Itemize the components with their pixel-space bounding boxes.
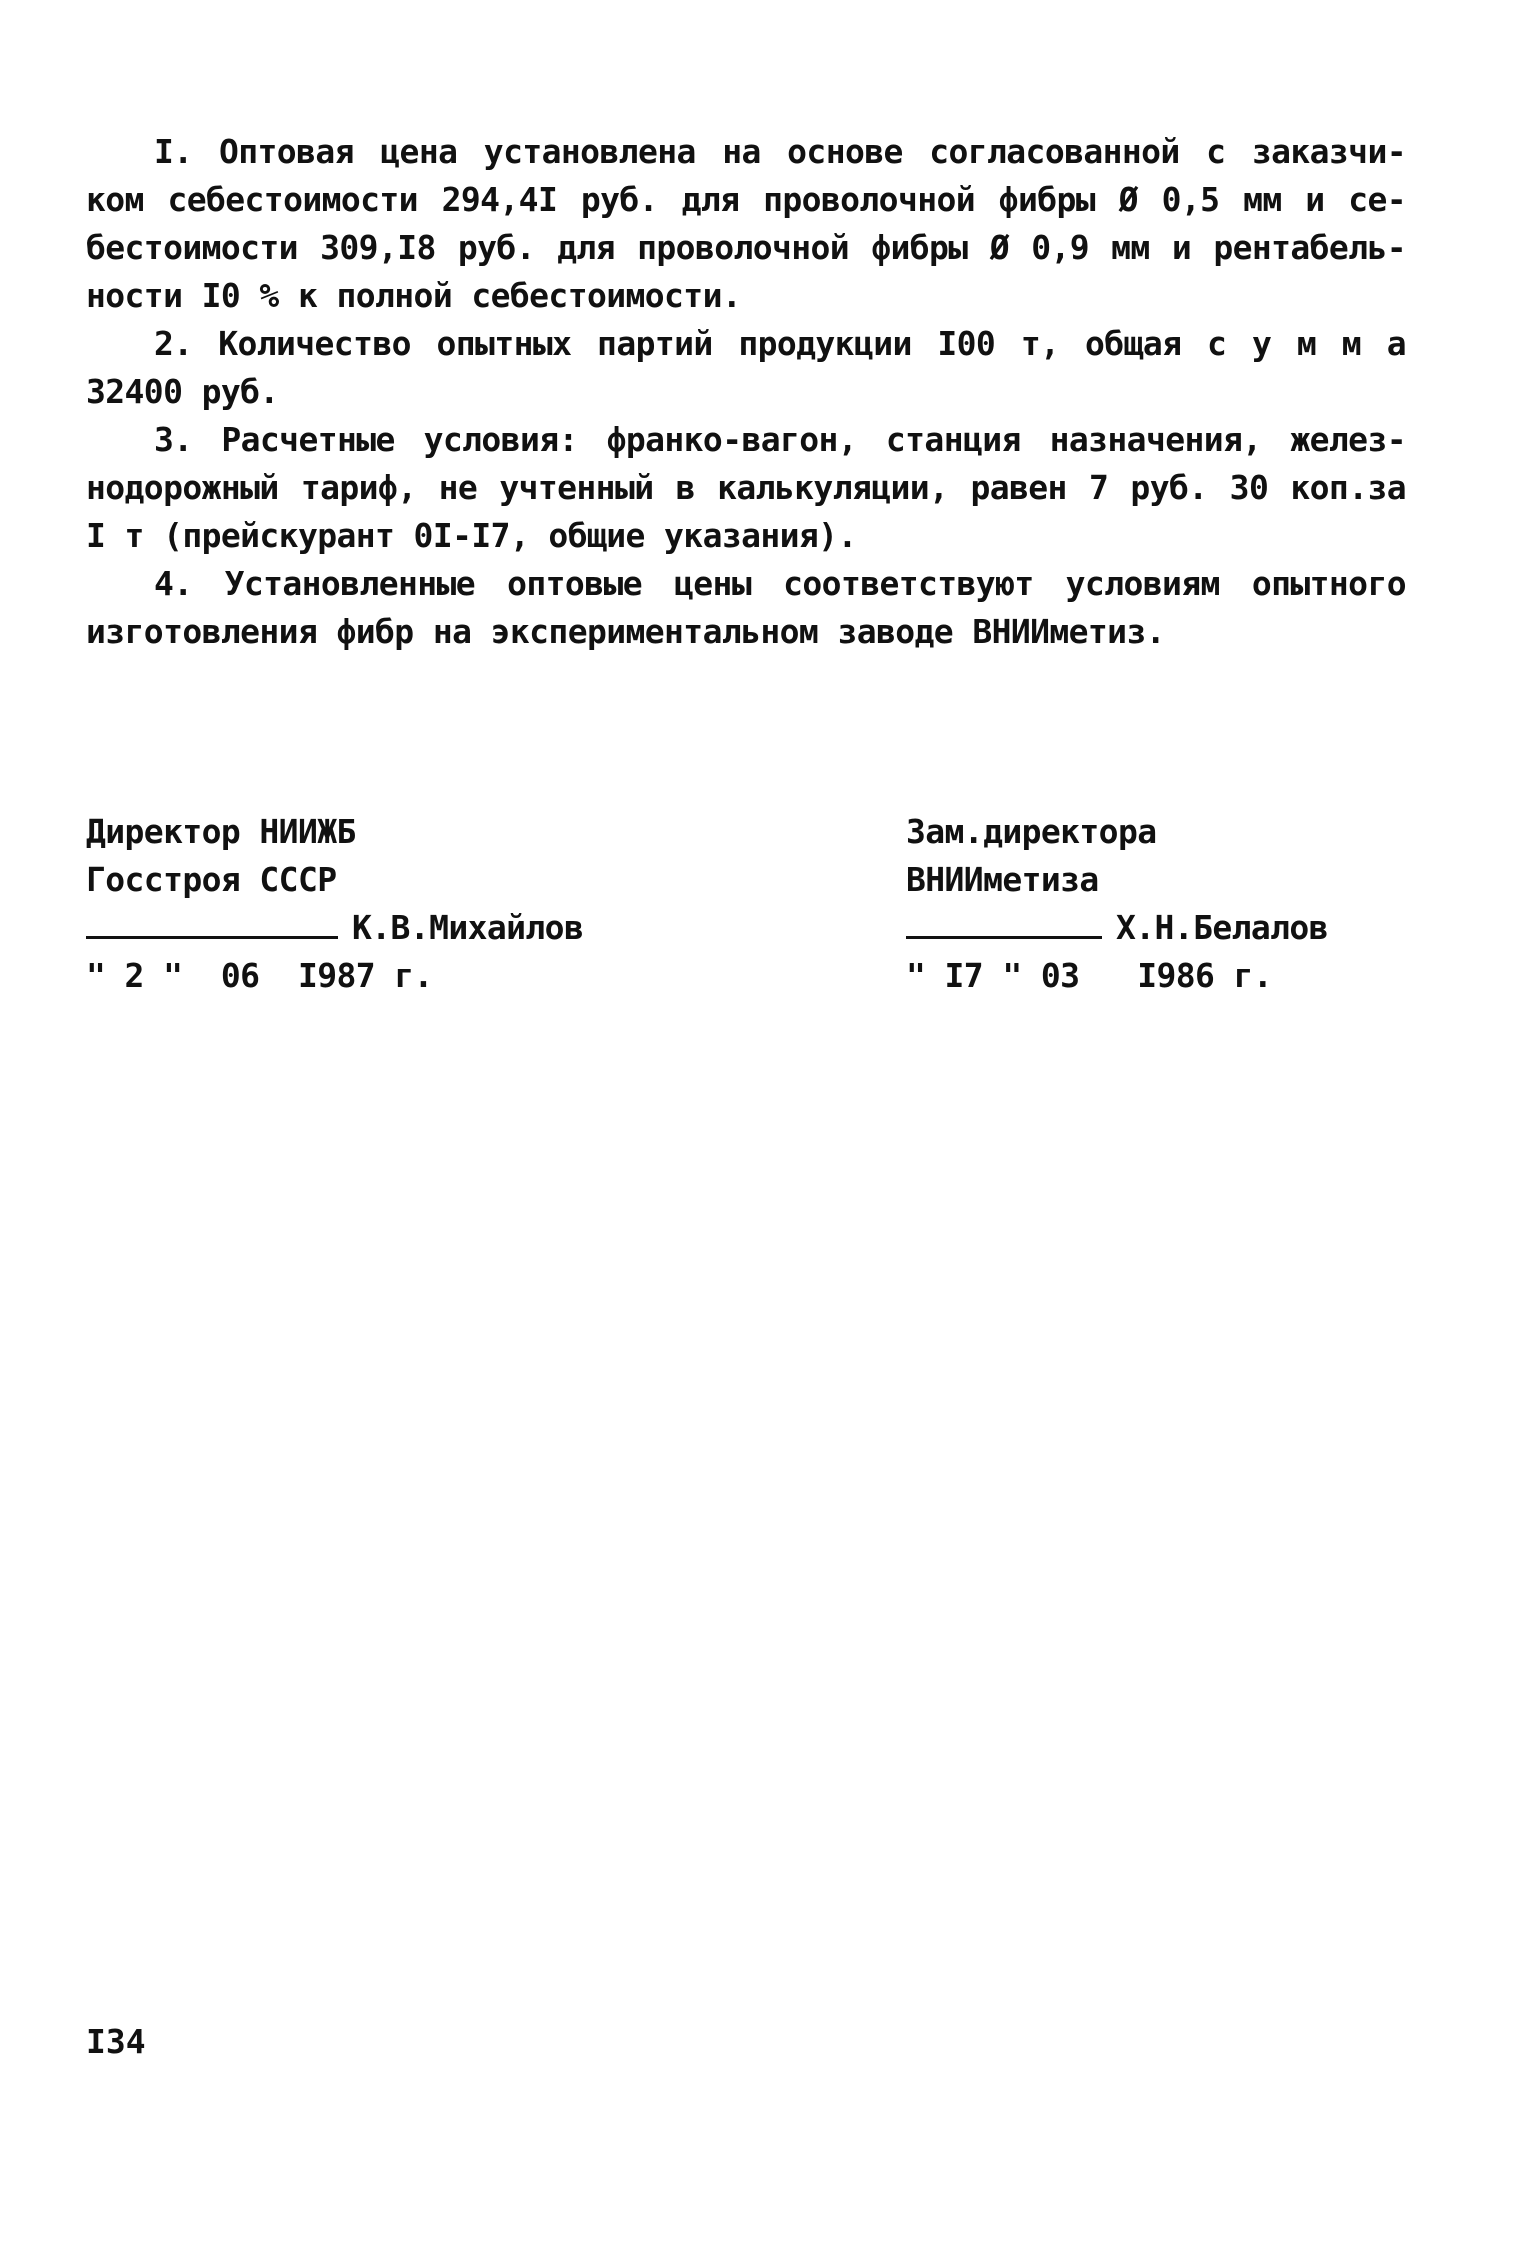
paragraph-3-line-2: нодорожный тариф, не учтенный в калькуляции, равен 7 руб. 30 коп.за	[86, 468, 1406, 507]
signatory-name: К.В.Михайлов	[352, 908, 584, 947]
paragraph-2-line-2: 32400 руб.	[86, 372, 279, 411]
paragraph-1-line-2: ком себестоимости 294,4I руб. для проволочной фибры Ø 0,5 мм и се-	[86, 180, 1406, 219]
paragraph-2-line-1: 2. Количество опытных партий продукции I00 т, общая с у м м а	[154, 324, 1406, 363]
page-number: I34	[86, 2022, 146, 2061]
signatory-title: Директор НИИЖБ	[86, 812, 356, 851]
signature-underline	[86, 906, 338, 939]
signature-line	[86, 904, 646, 952]
document-body	[86, 128, 1406, 656]
paragraph-4-line-1: 4. Установленные оптовые цены соответствуют условиям опытного	[154, 564, 1406, 603]
signatory-name: Х.Н.Белалов	[1116, 908, 1328, 947]
signatory-organization: Госстроя СССР	[86, 860, 337, 899]
paragraph-1-line-1: I. Оптовая цена установлена на основе согласованной с заказчи-	[154, 132, 1406, 171]
signature-block-left	[86, 808, 646, 1000]
signatory-title: Зам.директора	[906, 812, 1157, 851]
signature-underline	[906, 906, 1102, 939]
signature-date: " I7 " 03 I986 г.	[906, 956, 1273, 995]
paragraph-1-line-4: ности I0 % к полной себестоимости.	[86, 276, 742, 315]
signature-date: " 2 " 06 I987 г.	[86, 956, 433, 995]
signature-line	[906, 904, 1466, 952]
paragraph-3-line-1: 3. Расчетные условия: франко-вагон, станция назначения, желез-	[154, 420, 1406, 459]
paragraph-1-line-3: бестоимости 309,I8 руб. для проволочной фибры Ø 0,9 мм и рентабель-	[86, 228, 1406, 267]
signatory-organization: ВНИИметиза	[906, 860, 1099, 899]
paragraph-4-line-2: изготовления фибр на экспериментальном заводе ВНИИметиз.	[86, 612, 1165, 651]
paragraph-3-line-3: I т (прейскурант 0I-I7, общие указания).	[86, 516, 857, 555]
signature-block-right	[906, 808, 1466, 1000]
